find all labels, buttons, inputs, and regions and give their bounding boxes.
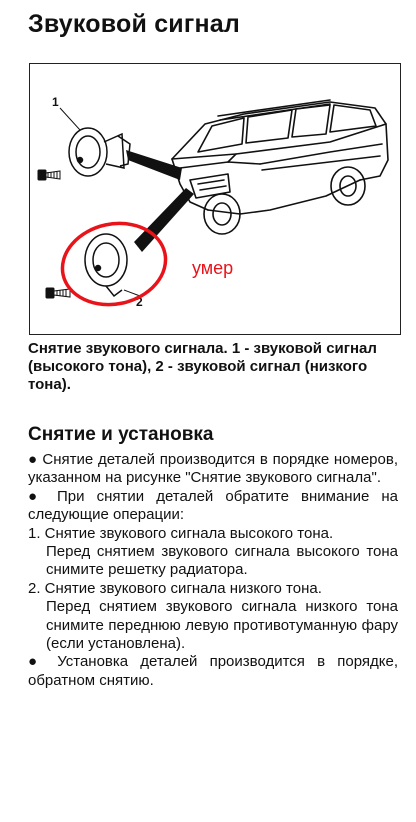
paragraph: Перед снятием звукового сигнала низкого тона снимите переднюю левую противотуманную фару (если установлена). — [46, 598, 398, 653]
figure-drawing — [30, 64, 402, 336]
annotation-text: умер — [192, 258, 234, 278]
paragraph: 2. Снятие звукового сигнала низкого тона. — [28, 579, 322, 597]
horn-removal-figure — [29, 63, 401, 335]
section-body — [28, 451, 398, 690]
horn-low-tone — [85, 234, 127, 296]
horn-high-tone — [69, 128, 130, 176]
paragraph: ● При снятии деталей обратите внимание на следующие операции: — [28, 487, 398, 524]
bolt-icon — [46, 288, 70, 298]
paragraph: ● Снятие деталей производится в порядке номеров, указанном на рисунке "Снятие звукового сигнала". — [28, 451, 398, 487]
section-title: Снятие и установка — [28, 424, 214, 445]
pointer-arrow-lower — [134, 188, 194, 252]
callout-2: 2 — [136, 295, 143, 309]
suv-illustration — [172, 100, 388, 234]
paragraph: ● Установка деталей производится в порядке, обратном снятию. — [28, 653, 398, 689]
paragraph: Перед снятием звукового сигнала высокого тона снимите решетку радиатора. — [46, 543, 398, 579]
paragraph: 1. Снятие звукового сигнала высокого тона. — [28, 524, 334, 542]
bolt-icon — [38, 170, 60, 180]
callout-1: 1 — [52, 95, 59, 109]
figure-caption: Снятие звукового сигнала. 1 - звуковой сигнал (высокого тона), 2 - звуковой сигнал (низкого тона). — [28, 340, 377, 393]
page-title: Звуковой сигнал — [28, 10, 240, 38]
